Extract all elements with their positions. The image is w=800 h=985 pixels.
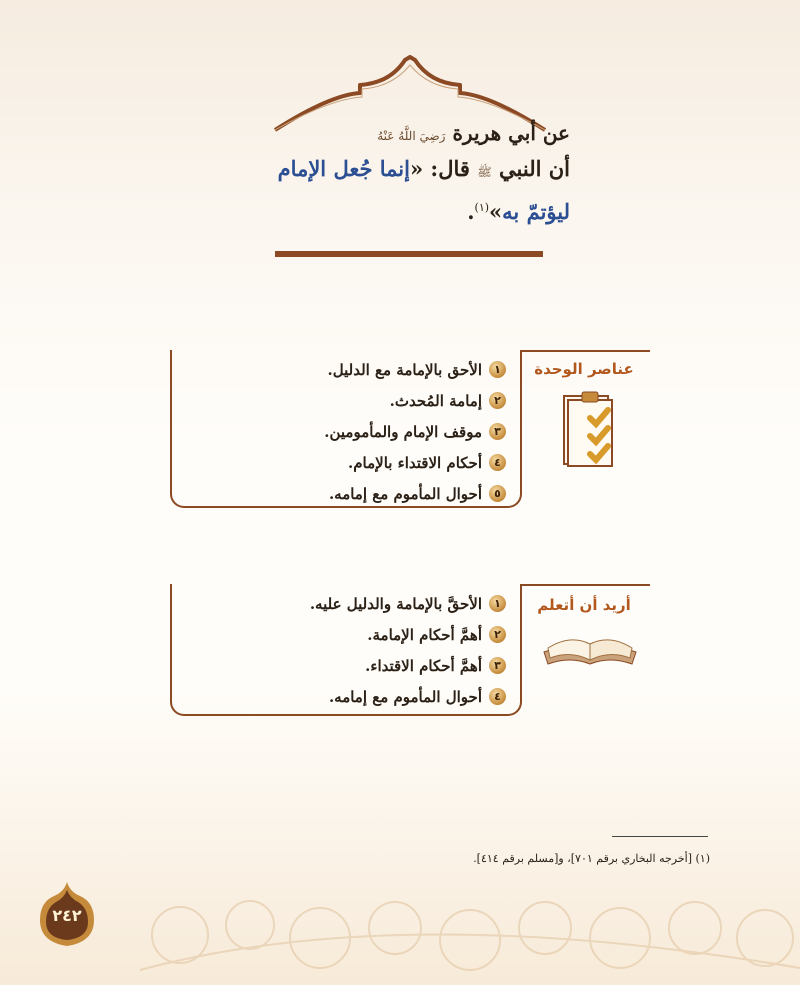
number-badge: ٣ — [489, 657, 506, 674]
list-item — [172, 478, 506, 509]
open-book-icon — [540, 620, 640, 670]
list-item — [172, 416, 506, 447]
learn-list — [172, 584, 520, 712]
list-item — [172, 354, 506, 385]
list-item-text: الأحقَّ بالإمامة والدليل عليه. — [309, 594, 482, 613]
list-item — [172, 588, 506, 619]
list-item-text: أهمَّ أحكام الإمامة. — [367, 625, 482, 644]
number-badge: ٣ — [489, 423, 506, 440]
unit-elements-title: عناصر الوحدة — [534, 360, 634, 378]
footnote: (١) [أخرجه البخاري برقم ٧٠١]، و[مسلم برقم ٤١٤]. — [473, 852, 710, 865]
list-item-text: أهمَّ أحكام الاقتداء. — [365, 656, 482, 675]
footnote-marker: (١) — [474, 201, 490, 214]
list-item-text: الأحق بالإمامة مع الدليل. — [327, 360, 482, 379]
unit-elements-list — [172, 350, 520, 509]
list-item-text: موقف الإمام والمأمومين. — [324, 422, 482, 441]
list-item — [172, 447, 506, 478]
footnote-rule — [612, 836, 708, 837]
number-badge: ١ — [489, 595, 506, 612]
hadith-quote-2: ليؤتمّ به — [502, 199, 570, 224]
checklist-icon — [560, 388, 622, 468]
number-badge: ٤ — [489, 688, 506, 705]
hadith-quote-1: إنما جُعل الإمام — [277, 156, 410, 181]
number-badge: ٤ — [489, 454, 506, 471]
bottom-ornament — [0, 880, 800, 985]
learn-title: أريد أن أتعلم — [537, 596, 631, 614]
hadith-close: » — [489, 199, 503, 224]
list-item-text: أحوال المأموم مع إمامه. — [328, 687, 482, 706]
hadith-block — [230, 118, 570, 230]
honorific-prophet: ﷺ — [477, 165, 492, 179]
hadith-end: . — [467, 199, 475, 224]
number-badge: ٢ — [489, 626, 506, 643]
page-number: ٢٤٢ — [52, 906, 82, 925]
list-item — [172, 681, 506, 712]
hadith-narrator: عن أبي هريرة — [452, 121, 570, 145]
number-badge: ١ — [489, 361, 506, 378]
hadith-said: قال: « — [410, 156, 470, 181]
hadith-divider — [275, 251, 543, 257]
unit-elements-box — [170, 350, 522, 508]
list-item-text: أحوال المأموم مع إمامه. — [328, 484, 482, 503]
hadith-intro: أن النبي — [499, 156, 570, 181]
list-item — [172, 385, 506, 416]
list-item-text: إمامة المُحدث. — [389, 391, 482, 410]
list-item — [172, 650, 506, 681]
number-badge: ٥ — [489, 485, 506, 502]
number-badge: ٢ — [489, 392, 506, 409]
learn-box — [170, 584, 522, 716]
list-item — [172, 619, 506, 650]
honorific-narrator: رَضِيَ اللَّهُ عَنْهُ — [377, 129, 446, 143]
list-item-text: أحكام الاقتداء بالإمام. — [348, 453, 482, 472]
